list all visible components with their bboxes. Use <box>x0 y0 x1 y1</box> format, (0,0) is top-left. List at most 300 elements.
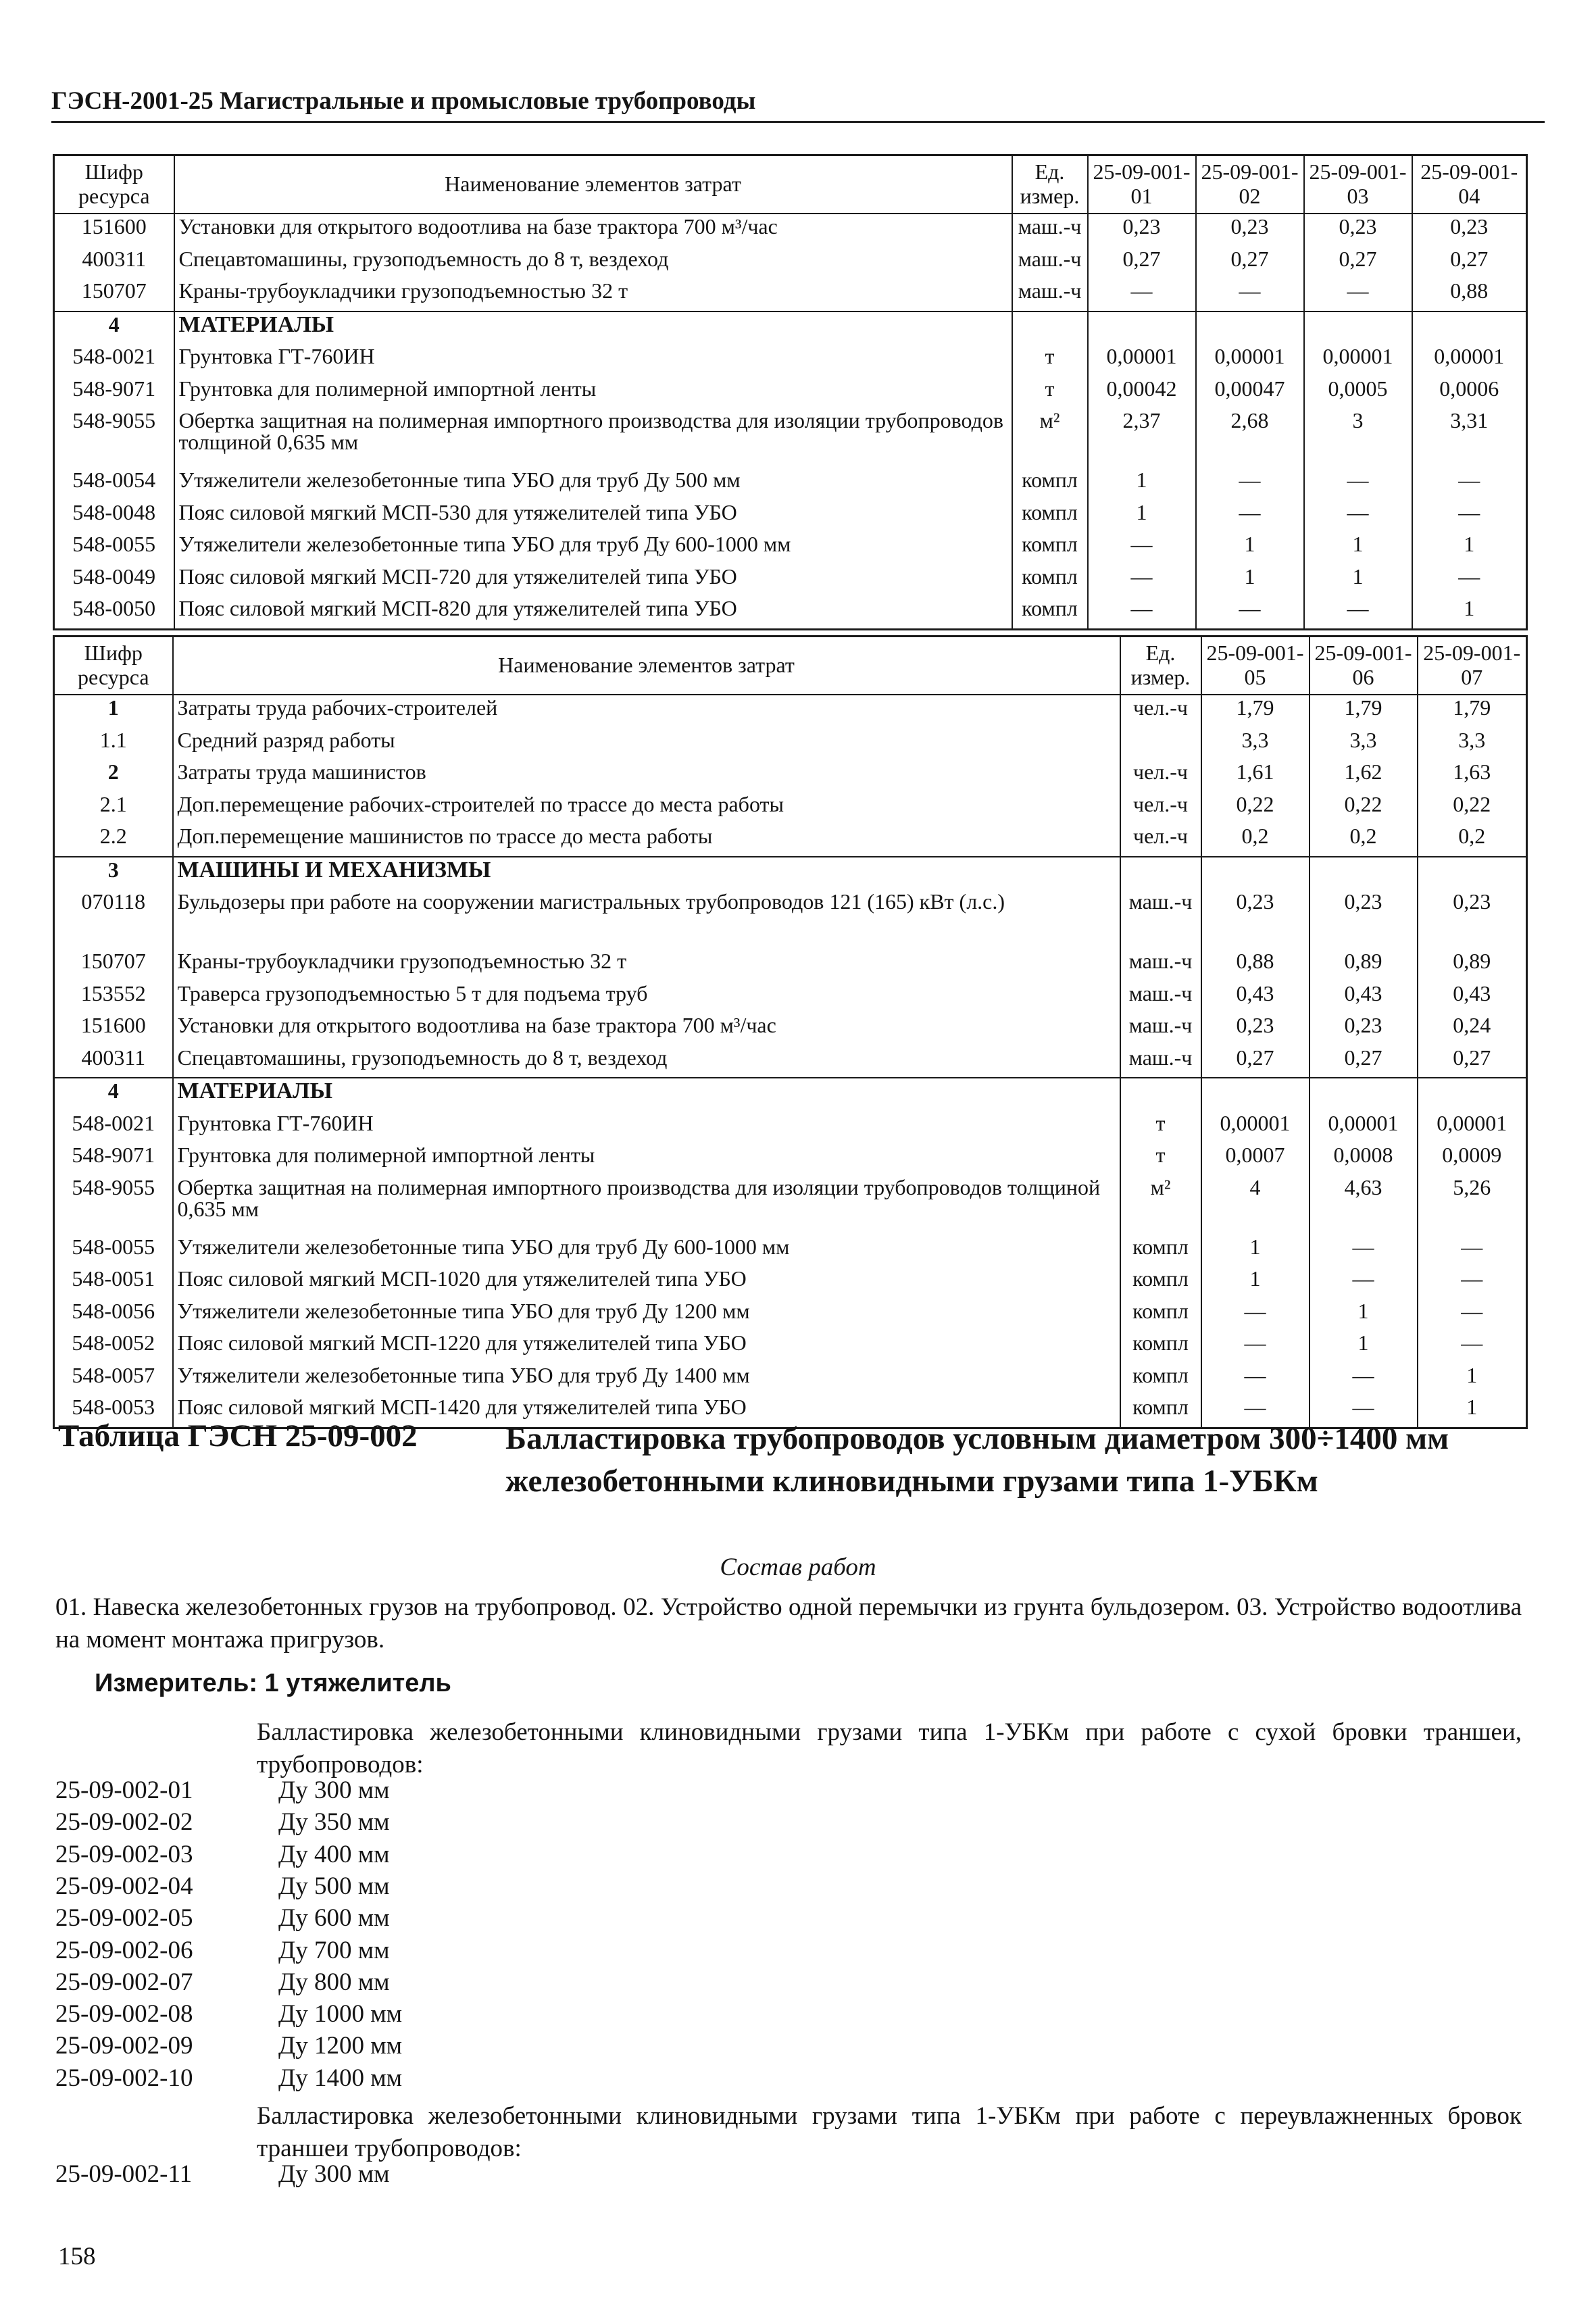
norm-value: 0,27 <box>1088 247 1196 279</box>
resource-name: Утяжелители железобетонные типа УБО для труб Ду 500 мм <box>174 468 1012 500</box>
norm-value: 0,2 <box>1310 824 1418 857</box>
norm-value: — <box>1310 1395 1418 1428</box>
resource-name: Установки для открытого водоотлива на базе трактора 700 м³/час <box>173 1013 1120 1045</box>
resource-name: Спецавтомашины, грузоподъемность до 8 т, вездеход <box>173 1045 1120 1078</box>
unit-cell: компл <box>1120 1330 1201 1363</box>
table-row <box>54 500 1527 532</box>
unit-cell: компл <box>1120 1299 1201 1331</box>
norm-list-item <box>55 1776 390 1805</box>
norm-value: 3,31 <box>1412 408 1527 468</box>
norm-value: 0,0009 <box>1418 1143 1527 1175</box>
unit-cell: маш.-ч <box>1012 278 1088 312</box>
unit-cell: компл <box>1120 1395 1201 1428</box>
resource-code: 400311 <box>54 1045 173 1078</box>
resource-name: МАТЕРИАЛЫ <box>173 1078 1120 1111</box>
section-row <box>54 1078 1527 1111</box>
norm-label: Ду 300 мм <box>278 2160 390 2188</box>
norm-value: 0,27 <box>1201 1045 1310 1078</box>
norm-value: 0,0008 <box>1310 1143 1418 1175</box>
norm-label: Ду 1200 мм <box>278 2032 403 2060</box>
norm-value: 0,00001 <box>1412 344 1527 376</box>
norm-value: 1 <box>1304 532 1412 564</box>
resource-name: Спецавтомашины, грузоподъемность до 8 т, вездеход <box>174 247 1012 279</box>
norm-value: 0,2 <box>1201 824 1310 857</box>
norm-value: 4,63 <box>1310 1175 1418 1235</box>
norm-value: 0,23 <box>1310 889 1418 949</box>
resource-code: 548-0056 <box>54 1299 173 1331</box>
table-row <box>54 949 1527 981</box>
table-row <box>54 344 1527 376</box>
group-intro: Балластировка железобетонными клиновидными грузами типа 1-УБКм при работе с сухой бровки траншеи, трубопроводов: <box>257 1718 1522 1779</box>
resource-code: 2.2 <box>54 824 173 857</box>
norm-value: 0,23 <box>1310 1013 1418 1045</box>
resource-name: Доп.перемещение машинистов по трассе до места работы <box>173 824 1120 857</box>
table-row <box>54 1266 1527 1299</box>
resource-name: Средний разряд работы <box>173 728 1120 760</box>
norm-list-item <box>55 1872 390 1901</box>
norm-value: 1 <box>1196 532 1304 564</box>
norm-value: 0,00001 <box>1310 1111 1418 1143</box>
table-header-row <box>54 637 1527 695</box>
norm-value: — <box>1201 1395 1310 1428</box>
norm-value <box>1201 1078 1310 1111</box>
unit-cell: компл <box>1012 468 1088 500</box>
norm-value: — <box>1196 278 1304 312</box>
col-unit-header: Ед. измер. <box>1012 155 1088 214</box>
resource-code: 070118 <box>54 889 173 949</box>
norm-value: 0,43 <box>1310 981 1418 1014</box>
norm-value: 0,22 <box>1310 792 1418 824</box>
norm-value <box>1418 1078 1527 1111</box>
norm-value: 1 <box>1418 1395 1527 1428</box>
norm-value <box>1088 312 1196 345</box>
norm-value: 3,3 <box>1418 728 1527 760</box>
norm-value: — <box>1196 500 1304 532</box>
norm-value: 1 <box>1412 596 1527 629</box>
table-row <box>54 728 1527 760</box>
norm-value <box>1310 857 1418 890</box>
norm-list-item <box>55 1936 390 1965</box>
norm-value: 1 <box>1196 564 1304 597</box>
table-row <box>54 214 1527 247</box>
norm-label: Ду 700 мм <box>278 1936 390 1964</box>
norm-value: 0,88 <box>1412 278 1527 312</box>
table-row <box>54 695 1527 728</box>
unit-cell: т <box>1120 1143 1201 1175</box>
norm-code: 25-09-002-11 <box>55 2160 193 2188</box>
unit-cell <box>1120 1078 1201 1111</box>
resource-code: 153552 <box>54 981 173 1014</box>
norm-value: 3,3 <box>1201 728 1310 760</box>
resource-code: 4 <box>54 1078 173 1111</box>
norm-value: 0,22 <box>1201 792 1310 824</box>
resource-code: 1.1 <box>54 728 173 760</box>
norm-value: — <box>1304 278 1412 312</box>
table-row <box>54 278 1527 312</box>
resource-code: 548-0051 <box>54 1266 173 1299</box>
norm-value: — <box>1310 1266 1418 1299</box>
norm-list-item <box>55 1968 390 1997</box>
table-row <box>54 1175 1527 1235</box>
unit-cell: компл <box>1012 596 1088 629</box>
col-norm-header: 25-09-001-06 <box>1310 637 1418 695</box>
table-row <box>54 1111 1527 1143</box>
resource-code: 150707 <box>54 949 173 981</box>
resource-code: 548-0054 <box>54 468 174 500</box>
norms-table-1 <box>53 154 1528 630</box>
resource-name: Затраты труда рабочих-строителей <box>173 695 1120 728</box>
resource-code: 548-0021 <box>54 344 174 376</box>
resource-name: Грунтовка ГТ-760ИН <box>174 344 1012 376</box>
norm-value: — <box>1418 1266 1527 1299</box>
unit-cell: компл <box>1120 1266 1201 1299</box>
table-row <box>54 889 1527 949</box>
col-norm-header: 25-09-001-02 <box>1196 155 1304 214</box>
resource-name: Пояс силовой мягкий МСП-820 для утяжелителей типа УБО <box>174 596 1012 629</box>
norm-value <box>1201 857 1310 890</box>
table-row <box>54 408 1527 468</box>
norm-value: 5,26 <box>1418 1175 1527 1235</box>
table-row <box>54 981 1527 1014</box>
resource-name: Грунтовка для полимерной импортной ленты <box>174 376 1012 409</box>
norm-value: 0,0005 <box>1304 376 1412 409</box>
norm-label: Ду 500 мм <box>278 1872 390 1900</box>
table-row <box>54 1143 1527 1175</box>
unit-cell: маш.-ч <box>1120 949 1201 981</box>
norm-label: Ду 600 мм <box>278 1904 390 1933</box>
norms-table-2 <box>53 635 1528 1429</box>
resource-code: 548-9055 <box>54 1175 173 1235</box>
norm-value: — <box>1418 1330 1527 1363</box>
resource-name: Утяжелители железобетонные типа УБО для труб Ду 600-1000 мм <box>173 1235 1120 1267</box>
norm-label: Ду 400 мм <box>278 1840 390 1868</box>
table-header-row <box>54 155 1527 214</box>
norm-value: 0,00001 <box>1201 1111 1310 1143</box>
resource-code: 548-9071 <box>54 376 174 409</box>
unit-cell: т <box>1012 344 1088 376</box>
resource-name: Пояс силовой мягкий МСП-1020 для утяжелителей типа УБО <box>173 1266 1120 1299</box>
norm-value: 0,89 <box>1310 949 1418 981</box>
norm-value: 0,23 <box>1304 214 1412 247</box>
unit-cell: чел.-ч <box>1120 695 1201 728</box>
resource-name: Траверса грузоподъемностью 5 т для подъема труб <box>173 981 1120 1014</box>
norm-label: Ду 800 мм <box>278 1968 390 1996</box>
resource-code: 548-0050 <box>54 596 174 629</box>
norm-label: Ду 1000 мм <box>278 2000 403 2028</box>
unit-cell: м² <box>1012 408 1088 468</box>
norm-code: 25-09-002-09 <box>55 2032 193 2060</box>
resource-name: Обертка защитная на полимерная импортного производства для изоляции трубопроводов толщиной 0,635 мм <box>173 1175 1120 1235</box>
table-row <box>54 760 1527 792</box>
norm-value: 0,00001 <box>1196 344 1304 376</box>
unit-cell: компл <box>1012 564 1088 597</box>
group-intro: Балластировка железобетонными клиновидными грузами типа 1-УБКм при работе с переувлажненных бровок траншеи трубопроводов: <box>257 2102 1522 2163</box>
norm-value: 0,27 <box>1196 247 1304 279</box>
table-row <box>54 792 1527 824</box>
norm-value: 1,79 <box>1310 695 1418 728</box>
resource-code: 150707 <box>54 278 174 312</box>
norm-value: 1 <box>1088 500 1196 532</box>
resource-code: 2.1 <box>54 792 173 824</box>
unit-cell <box>1012 312 1088 345</box>
norm-value: 1 <box>1201 1266 1310 1299</box>
unit-cell: компл <box>1120 1363 1201 1395</box>
resource-name: Пояс силовой мягкий МСП-530 для утяжелителей типа УБО <box>174 500 1012 532</box>
table-row <box>54 1235 1527 1267</box>
norm-value: 1 <box>1088 468 1196 500</box>
norm-code: 25-09-002-04 <box>55 1872 193 1900</box>
table-caption: Таблица ГЭСН 25-09-002 <box>58 1418 418 1453</box>
resource-code: 151600 <box>54 214 174 247</box>
norm-value: 0,89 <box>1418 949 1527 981</box>
norm-value: — <box>1088 532 1196 564</box>
norm-value: — <box>1418 1299 1527 1331</box>
unit-cell: маш.-ч <box>1120 889 1201 949</box>
col-code-header: Шифр ресурса <box>54 155 174 214</box>
resource-name: Доп.перемещение рабочих-строителей по трассе до места работы <box>173 792 1120 824</box>
norm-value: 1,63 <box>1418 760 1527 792</box>
unit-cell: маш.-ч <box>1012 247 1088 279</box>
unit-cell: чел.-ч <box>1120 760 1201 792</box>
table-title: Балластировка трубопроводов условным диаметром 300÷1400 мм железобетонными клиновидными грузами типа 1-УБКм <box>505 1421 1449 1499</box>
resource-code: 548-0052 <box>54 1330 173 1363</box>
norm-value: — <box>1304 500 1412 532</box>
resource-name: Грунтовка для полимерной импортной ленты <box>173 1143 1120 1175</box>
table-row <box>54 564 1527 597</box>
resource-name: Пояс силовой мягкий МСП-1420 для утяжелителей типа УБО <box>173 1395 1120 1428</box>
norm-value: 0,00001 <box>1418 1111 1527 1143</box>
norm-value: — <box>1196 596 1304 629</box>
table-row <box>54 824 1527 857</box>
resource-name: Краны-трубоукладчики грузоподъемностью 32 т <box>173 949 1120 981</box>
norm-value: 1 <box>1412 532 1527 564</box>
norm-value <box>1412 312 1527 345</box>
norm-value: 1,62 <box>1310 760 1418 792</box>
norm-code: 25-09-002-01 <box>55 1776 193 1804</box>
resource-name: МАТЕРИАЛЫ <box>174 312 1012 345</box>
norm-value: 2,37 <box>1088 408 1196 468</box>
norm-value <box>1304 312 1412 345</box>
resource-code: 1 <box>54 695 173 728</box>
norm-value: 1 <box>1201 1235 1310 1267</box>
norm-list-item <box>55 1903 390 1933</box>
norm-list-item <box>55 2031 402 2060</box>
resource-name: МАШИНЫ И МЕХАНИЗМЫ <box>173 857 1120 890</box>
norm-value <box>1196 312 1304 345</box>
resource-code: 2 <box>54 760 173 792</box>
resource-name: Утяжелители железобетонные типа УБО для труб Ду 1400 мм <box>173 1363 1120 1395</box>
resource-name: Утяжелители железобетонные типа УБО для труб Ду 1200 мм <box>173 1299 1120 1331</box>
norm-list-item <box>55 2160 390 2189</box>
table-row <box>54 1013 1527 1045</box>
norm-value: 0,88 <box>1201 949 1310 981</box>
table-row <box>54 247 1527 279</box>
norm-value: 3,3 <box>1310 728 1418 760</box>
unit-cell: компл <box>1120 1235 1201 1267</box>
norm-value: — <box>1412 500 1527 532</box>
norm-list-item <box>55 1840 390 1869</box>
resource-code: 151600 <box>54 1013 173 1045</box>
norm-value: 0,00001 <box>1088 344 1196 376</box>
norm-value: — <box>1088 278 1196 312</box>
norm-list-item <box>55 1808 390 1837</box>
col-name-header: Наименование элементов затрат <box>173 637 1120 695</box>
norm-value: 1 <box>1418 1363 1527 1395</box>
norm-value: 0,27 <box>1310 1045 1418 1078</box>
unit-cell: маш.-ч <box>1120 1013 1201 1045</box>
norm-value: — <box>1201 1330 1310 1363</box>
col-unit-header: Ед. измер. <box>1120 637 1201 695</box>
section-row <box>54 857 1527 890</box>
resource-name: Утяжелители железобетонные типа УБО для труб Ду 600-1000 мм <box>174 532 1012 564</box>
unit-cell: маш.-ч <box>1120 981 1201 1014</box>
norm-value: 1 <box>1310 1330 1418 1363</box>
resource-code: 548-0057 <box>54 1363 173 1395</box>
table-row <box>54 1330 1527 1363</box>
table-row <box>54 596 1527 629</box>
norm-value: 0,00001 <box>1304 344 1412 376</box>
measure-unit: Измеритель: 1 утяжелитель <box>95 1669 451 1697</box>
norm-value: 0,23 <box>1418 889 1527 949</box>
norm-value: 0,2 <box>1418 824 1527 857</box>
norm-code: 25-09-002-07 <box>55 1968 193 1996</box>
section-row <box>54 312 1527 345</box>
norm-value: 4 <box>1201 1175 1310 1235</box>
norm-value: 1 <box>1304 564 1412 597</box>
col-code-header: Шифр ресурса <box>54 637 173 695</box>
norm-value: — <box>1418 1235 1527 1267</box>
page-number: 158 <box>58 2243 96 2270</box>
norm-value: — <box>1088 564 1196 597</box>
norm-label: Ду 350 мм <box>278 1808 390 1837</box>
norm-value: 2,68 <box>1196 408 1304 468</box>
work-composition-heading: Состав работ <box>720 1553 876 1581</box>
norm-value: 0,27 <box>1304 247 1412 279</box>
norm-value <box>1418 857 1527 890</box>
norm-list-item <box>55 1999 402 2028</box>
resource-name: Затраты труда машинистов <box>173 760 1120 792</box>
col-norm-header: 25-09-001-05 <box>1201 637 1310 695</box>
resource-code: 548-0055 <box>54 532 174 564</box>
resource-name: Грунтовка ГТ-760ИН <box>173 1111 1120 1143</box>
unit-cell: т <box>1120 1111 1201 1143</box>
table-row <box>54 1045 1527 1078</box>
norm-code: 25-09-002-06 <box>55 1936 193 1964</box>
unit-cell: компл <box>1012 500 1088 532</box>
unit-cell: маш.-ч <box>1012 214 1088 247</box>
norm-list-item <box>55 2064 402 2093</box>
norm-value: 0,27 <box>1412 247 1527 279</box>
norm-code: 25-09-002-02 <box>55 1808 193 1837</box>
norm-label: Ду 1400 мм <box>278 2064 403 2092</box>
table-row <box>54 1299 1527 1331</box>
resource-code: 548-0049 <box>54 564 174 597</box>
table-row <box>54 376 1527 409</box>
norm-value: — <box>1310 1363 1418 1395</box>
unit-cell: маш.-ч <box>1120 1045 1201 1078</box>
resource-name: Бульдозеры при работе на сооружении магистральных трубопроводов 121 (165) кВт (л.с.) <box>173 889 1120 949</box>
resource-name: Пояс силовой мягкий МСП-1220 для утяжелителей типа УБО <box>173 1330 1120 1363</box>
norm-value: — <box>1088 596 1196 629</box>
norm-value: — <box>1412 468 1527 500</box>
resource-code: 548-0021 <box>54 1111 173 1143</box>
unit-cell: чел.-ч <box>1120 792 1201 824</box>
unit-cell <box>1120 728 1201 760</box>
norm-value: 0,23 <box>1201 889 1310 949</box>
col-name-header: Наименование элементов затрат <box>174 155 1012 214</box>
resource-code: 548-0048 <box>54 500 174 532</box>
table-row <box>54 468 1527 500</box>
norm-value: 0,0007 <box>1201 1143 1310 1175</box>
norm-value: — <box>1310 1235 1418 1267</box>
norm-value: 0,0006 <box>1412 376 1527 409</box>
table-row <box>54 532 1527 564</box>
unit-cell: т <box>1012 376 1088 409</box>
norm-value: 1 <box>1310 1299 1418 1331</box>
resource-code: 400311 <box>54 247 174 279</box>
norm-value: 1,79 <box>1418 695 1527 728</box>
norm-value: — <box>1304 596 1412 629</box>
norm-value: — <box>1201 1363 1310 1395</box>
unit-cell: м² <box>1120 1175 1201 1235</box>
norm-value: — <box>1412 564 1527 597</box>
resource-name: Пояс силовой мягкий МСП-720 для утяжелителей типа УБО <box>174 564 1012 597</box>
norm-value: 0,00047 <box>1196 376 1304 409</box>
col-norm-header: 25-09-001-04 <box>1412 155 1527 214</box>
resource-code: 4 <box>54 312 174 345</box>
norm-code: 25-09-002-10 <box>55 2064 193 2092</box>
norm-value <box>1310 1078 1418 1111</box>
running-header: ГЭСН-2001-25 Магистральные и промысловые трубопроводы <box>51 86 1545 123</box>
norm-value: 0,00042 <box>1088 376 1196 409</box>
norm-value: 3 <box>1304 408 1412 468</box>
unit-cell: компл <box>1012 532 1088 564</box>
table-row <box>54 1363 1527 1395</box>
col-norm-header: 25-09-001-03 <box>1304 155 1412 214</box>
resource-name: Обертка защитная на полимерная импортного производства для изоляции трубопроводов толщиной 0,635 мм <box>174 408 1012 468</box>
norm-code: 25-09-002-03 <box>55 1840 193 1868</box>
work-composition-text: 01. Навеска железобетонных грузов на трубопровод. 02. Устройство одной перемычки из грунта бульдозером. 03. Устройство водоотлива на момент монтажа пригрузов. <box>55 1593 1522 1654</box>
norm-value: 0,22 <box>1418 792 1527 824</box>
col-norm-header: 25-09-001-07 <box>1418 637 1527 695</box>
norm-value: — <box>1304 468 1412 500</box>
norm-value: 0,43 <box>1201 981 1310 1014</box>
col-norm-header: 25-09-001-01 <box>1088 155 1196 214</box>
norm-value: 1,79 <box>1201 695 1310 728</box>
norm-value: 0,43 <box>1418 981 1527 1014</box>
resource-code: 548-9071 <box>54 1143 173 1175</box>
resource-code: 3 <box>54 857 173 890</box>
norm-value: — <box>1201 1299 1310 1331</box>
norm-label: Ду 300 мм <box>278 1776 390 1804</box>
resource-code: 548-9055 <box>54 408 174 468</box>
resource-name: Краны-трубоукладчики грузоподъемностью 32 т <box>174 278 1012 312</box>
norm-value: 0,23 <box>1201 1013 1310 1045</box>
resource-name: Установки для открытого водоотлива на базе трактора 700 м³/час <box>174 214 1012 247</box>
resource-code: 548-0053 <box>54 1395 173 1428</box>
norm-value: 0,23 <box>1088 214 1196 247</box>
norm-value: — <box>1196 468 1304 500</box>
norm-code: 25-09-002-08 <box>55 2000 193 2028</box>
norm-value: 0,24 <box>1418 1013 1527 1045</box>
norm-value: 0,27 <box>1418 1045 1527 1078</box>
unit-cell: чел.-ч <box>1120 824 1201 857</box>
norm-value: 1,61 <box>1201 760 1310 792</box>
norm-value: 0,23 <box>1196 214 1304 247</box>
unit-cell <box>1120 857 1201 890</box>
norm-code: 25-09-002-05 <box>55 1904 193 1933</box>
resource-code: 548-0055 <box>54 1235 173 1267</box>
